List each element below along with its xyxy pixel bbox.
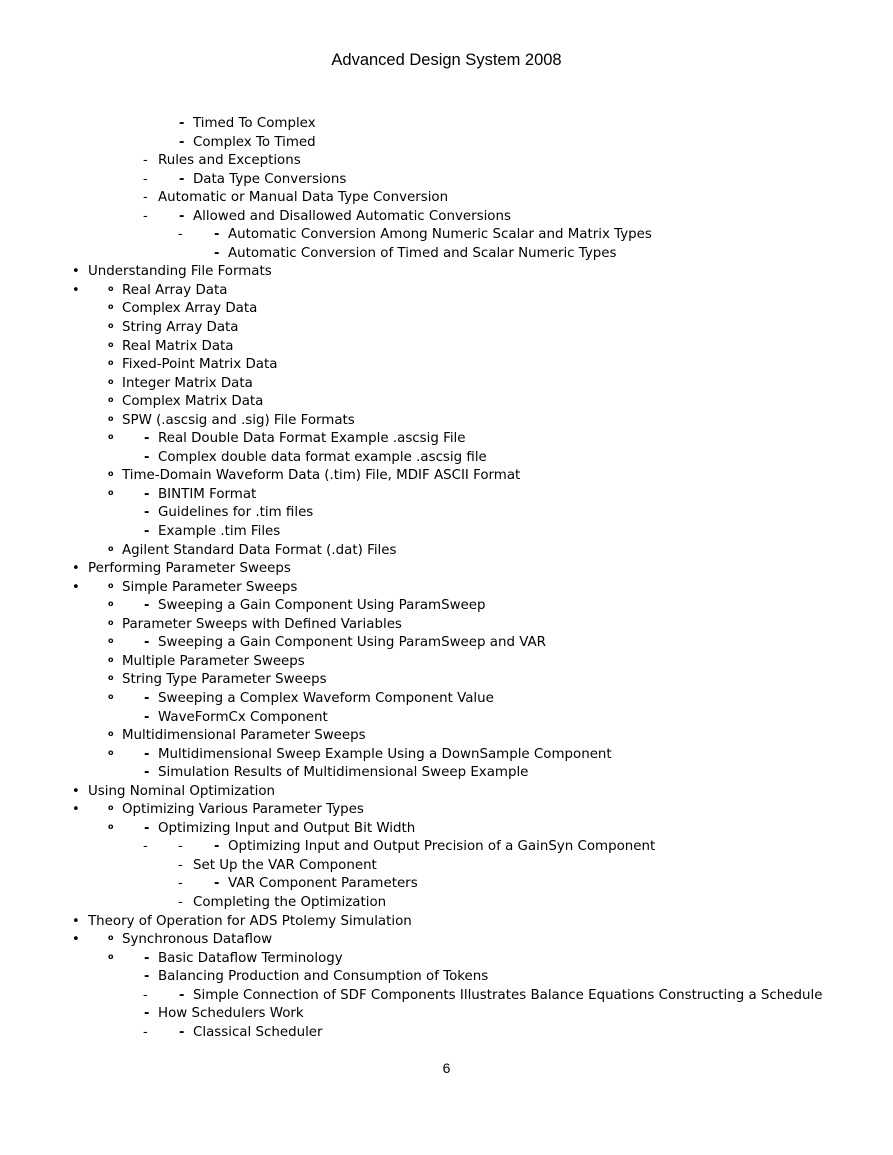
circle-bullet-icon: o: [108, 413, 114, 423]
toc-entry: [0, 931, 893, 950]
toc-entry: [0, 597, 893, 616]
bullet-icon: •: [72, 561, 80, 577]
toc-entry-label: Real Double Data Format Example .ascsig File: [158, 431, 466, 447]
toc-entry: [0, 820, 893, 839]
toc-entry-label: Complex Matrix Data: [122, 394, 264, 410]
circle-bullet-icon: o: [108, 283, 114, 293]
toc-entry-label: SPW (.ascsig and .sig) File Formats: [122, 412, 355, 428]
circle-bullet-icon: o: [108, 951, 114, 961]
toc-entry: [0, 653, 893, 672]
dash-bullet-icon: -: [178, 857, 183, 873]
toc-entry-label: Complex Array Data: [122, 301, 258, 317]
dash-bullet-icon: -: [144, 690, 150, 706]
toc-entry-label: Complex To Timed: [193, 134, 316, 150]
dash-bullet-icon: -: [143, 208, 148, 224]
circle-bullet-icon: o: [108, 543, 114, 553]
toc-entry-label: Sweeping a Gain Component Using ParamSweep and VAR: [158, 635, 546, 651]
toc-entry-label: Set Up the VAR Component: [193, 857, 377, 873]
toc-entry: [0, 560, 893, 579]
circle-bullet-icon: o: [108, 617, 114, 627]
dash-bullet-icon: -: [178, 839, 183, 855]
toc-entry: [0, 189, 893, 208]
dash-bullet-icon: -: [144, 709, 150, 725]
dash-bullet-icon: -: [144, 505, 150, 521]
toc-entry-label: Integer Matrix Data: [122, 375, 253, 391]
toc-entry-label: String Array Data: [122, 320, 239, 336]
toc-entry: [0, 171, 893, 190]
dash-bullet-icon: -: [143, 1024, 148, 1040]
circle-bullet-icon: o: [108, 599, 114, 609]
circle-bullet-icon: o: [108, 376, 114, 386]
dash-bullet-icon: -: [144, 524, 150, 540]
toc-entry-label: Multidimensional Sweep Example Using a DownSample Component: [158, 746, 612, 762]
toc-entry: [0, 134, 893, 153]
dash-bullet-icon: -: [179, 1024, 185, 1040]
dash-bullet-icon: -: [214, 245, 220, 261]
toc-entry-label: Completing the Optimization: [193, 894, 387, 910]
circle-bullet-icon: o: [108, 729, 114, 739]
circle-bullet-icon: o: [108, 654, 114, 664]
dash-bullet-icon: -: [144, 486, 150, 502]
dash-bullet-icon: -: [179, 987, 185, 1003]
toc-entry-label: Performing Parameter Sweeps: [88, 561, 291, 577]
dash-bullet-icon: -: [178, 876, 183, 892]
toc-entry-label: Theory of Operation for ADS Ptolemy Simulation: [88, 913, 412, 929]
toc-entry: [0, 709, 893, 728]
toc-entry-label: String Type Parameter Sweeps: [122, 672, 327, 688]
toc-entry-label: VAR Component Parameters: [228, 876, 418, 892]
toc-entry: [0, 968, 893, 987]
toc-entry: [0, 987, 893, 1006]
toc-entry: [0, 300, 893, 319]
toc-entry-label: Optimizing Input and Output Precision of a GainSyn Component: [228, 839, 656, 855]
dash-bullet-icon: -: [143, 171, 148, 187]
circle-bullet-icon: o: [108, 673, 114, 683]
dash-bullet-icon: -: [178, 227, 183, 243]
toc-entry: [0, 449, 893, 468]
toc-entry-label: Simple Connection of SDF Components Illustrates Balance Equations Constructing a Schedule: [193, 987, 823, 1003]
toc-entry-label: Sweeping a Complex Waveform Component Value: [158, 690, 494, 706]
dash-bullet-icon: -: [143, 190, 148, 206]
toc-entry-label: Timed To Complex: [193, 116, 316, 131]
toc-entry: [0, 671, 893, 690]
toc-entry: [0, 393, 893, 412]
toc-entry-label: Sweeping a Gain Component Using ParamSweep: [158, 598, 486, 614]
bullet-icon: •: [72, 783, 80, 799]
dash-bullet-icon: -: [214, 876, 220, 892]
toc-entry: [0, 245, 893, 264]
toc-entry-label: Complex double data format example .ascsig file: [158, 449, 487, 465]
toc-entry-label: Real Array Data: [122, 282, 228, 298]
page-title: Advanced Design System 2008: [331, 51, 562, 69]
toc-entry-label: Rules and Exceptions: [158, 153, 301, 169]
toc-entry: [0, 634, 893, 653]
toc-entry-label: Agilent Standard Data Format (.dat) Files: [122, 542, 397, 558]
toc-entry: [0, 579, 893, 598]
bullet-icon: •: [72, 579, 80, 595]
toc-entry: [0, 282, 893, 301]
toc-entry-label: Optimizing Input and Output Bit Width: [158, 820, 416, 836]
toc-entry-label: Understanding File Formats: [88, 264, 272, 280]
toc-entry: [0, 412, 893, 431]
dash-bullet-icon: -: [144, 1006, 150, 1022]
toc-entry: [0, 263, 893, 282]
dash-bullet-icon: -: [144, 598, 150, 614]
circle-bullet-icon: o: [108, 487, 114, 497]
circle-bullet-icon: o: [108, 321, 114, 331]
toc-entry-label: Simulation Results of Multidimensional Sweep Example: [158, 765, 529, 781]
toc-entry: [0, 319, 893, 338]
toc-entry-label: How Schedulers Work: [158, 1006, 304, 1022]
toc-entry: [0, 375, 893, 394]
toc-entry-label: Real Matrix Data: [122, 338, 234, 354]
toc-entry: [0, 226, 893, 245]
circle-bullet-icon: o: [108, 821, 114, 831]
dash-bullet-icon: -: [144, 746, 150, 762]
circle-bullet-icon: o: [108, 747, 114, 757]
circle-bullet-icon: o: [108, 580, 114, 590]
toc-entry-label: Optimizing Various Parameter Types: [122, 802, 364, 818]
toc-entry-label: Example .tim Files: [158, 524, 281, 540]
toc-entry-label: Fixed-Point Matrix Data: [122, 357, 278, 373]
dash-bullet-icon: -: [179, 134, 185, 150]
toc-entry: [0, 338, 893, 357]
toc-entry: [0, 486, 893, 505]
dash-bullet-icon: -: [143, 839, 148, 855]
toc-entry: [0, 913, 893, 932]
toc-entry-label: Automatic Conversion Among Numeric Scalar and Matrix Types: [228, 227, 652, 243]
circle-bullet-icon: o: [108, 302, 114, 312]
toc-entry-label: Using Nominal Optimization: [88, 783, 276, 799]
toc-entry-label: WaveFormCx Component: [158, 709, 328, 725]
bullet-icon: •: [72, 932, 80, 948]
bullet-icon: •: [72, 264, 80, 280]
toc-entry: [0, 783, 893, 802]
toc-entry: [0, 838, 893, 857]
dash-bullet-icon: -: [144, 765, 150, 781]
toc-entry: [0, 894, 893, 913]
bullet-icon: •: [72, 282, 80, 298]
dash-bullet-icon: -: [179, 171, 185, 187]
toc-entry-label: BINTIM Format: [158, 486, 257, 502]
toc-entry-label: Data Type Conversions: [193, 171, 347, 187]
circle-bullet-icon: o: [108, 395, 114, 405]
toc-entry: [0, 523, 893, 542]
toc-entry: [0, 801, 893, 820]
toc-entry: [0, 727, 893, 746]
toc-entry: [0, 542, 893, 561]
dash-bullet-icon: -: [143, 153, 148, 169]
toc-entry-label: Time-Domain Waveform Data (.tim) File, MDIF ASCII Format: [122, 468, 521, 484]
dash-bullet-icon: -: [144, 950, 150, 966]
table-of-contents: [0, 115, 893, 1042]
toc-entry: [0, 430, 893, 449]
toc-entry: [0, 616, 893, 635]
toc-entry-label: Allowed and Disallowed Automatic Conversions: [193, 208, 511, 224]
dash-bullet-icon: -: [144, 969, 150, 985]
toc-entry-label: Synchronous Dataflow: [122, 932, 273, 948]
dash-bullet-icon: -: [179, 208, 185, 224]
toc-entry: [0, 356, 893, 375]
dash-bullet-icon: -: [144, 820, 150, 836]
toc-entry-label: Multiple Parameter Sweeps: [122, 653, 305, 669]
toc-entry: [0, 152, 893, 171]
circle-bullet-icon: o: [108, 933, 114, 943]
toc-entry: [0, 1005, 893, 1024]
dash-bullet-icon: -: [179, 116, 185, 131]
toc-entry-label: Classical Scheduler: [193, 1024, 323, 1040]
toc-entry: [0, 875, 893, 894]
dash-bullet-icon: -: [144, 449, 150, 465]
circle-bullet-icon: o: [108, 469, 114, 479]
toc-entry-label: Parameter Sweeps with Defined Variables: [122, 616, 402, 632]
toc-entry: [0, 504, 893, 523]
bullet-icon: •: [72, 802, 80, 818]
toc-entry: [0, 115, 893, 134]
toc-entry: [0, 746, 893, 765]
dash-bullet-icon: -: [214, 839, 220, 855]
toc-entry-label: Automatic Conversion of Timed and Scalar Numeric Types: [228, 245, 617, 261]
toc-entry-label: Automatic or Manual Data Type Conversion: [158, 190, 449, 206]
toc-entry-label: Guidelines for .tim files: [158, 505, 314, 521]
circle-bullet-icon: o: [108, 636, 114, 646]
dash-bullet-icon: -: [178, 894, 183, 910]
toc-entry: [0, 208, 893, 227]
toc-entry-label: Multidimensional Parameter Sweeps: [122, 728, 366, 744]
toc-entry: [0, 1024, 893, 1043]
dash-bullet-icon: -: [143, 987, 148, 1003]
toc-entry: [0, 764, 893, 783]
page-number: 6: [442, 1060, 451, 1076]
toc-entry: [0, 690, 893, 709]
dash-bullet-icon: -: [144, 635, 150, 651]
toc-entry: [0, 857, 893, 876]
circle-bullet-icon: o: [108, 358, 114, 368]
toc-entry: [0, 467, 893, 486]
toc-entry-label: Simple Parameter Sweeps: [122, 579, 298, 595]
toc-entry: [0, 950, 893, 969]
dash-bullet-icon: -: [214, 227, 220, 243]
toc-entry-label: Balancing Production and Consumption of Tokens: [158, 969, 489, 985]
bullet-icon: •: [72, 913, 80, 929]
circle-bullet-icon: o: [108, 691, 114, 701]
circle-bullet-icon: o: [108, 803, 114, 813]
circle-bullet-icon: o: [108, 339, 114, 349]
dash-bullet-icon: -: [144, 431, 150, 447]
circle-bullet-icon: o: [108, 432, 114, 442]
toc-entry-label: Basic Dataflow Terminology: [158, 950, 343, 966]
